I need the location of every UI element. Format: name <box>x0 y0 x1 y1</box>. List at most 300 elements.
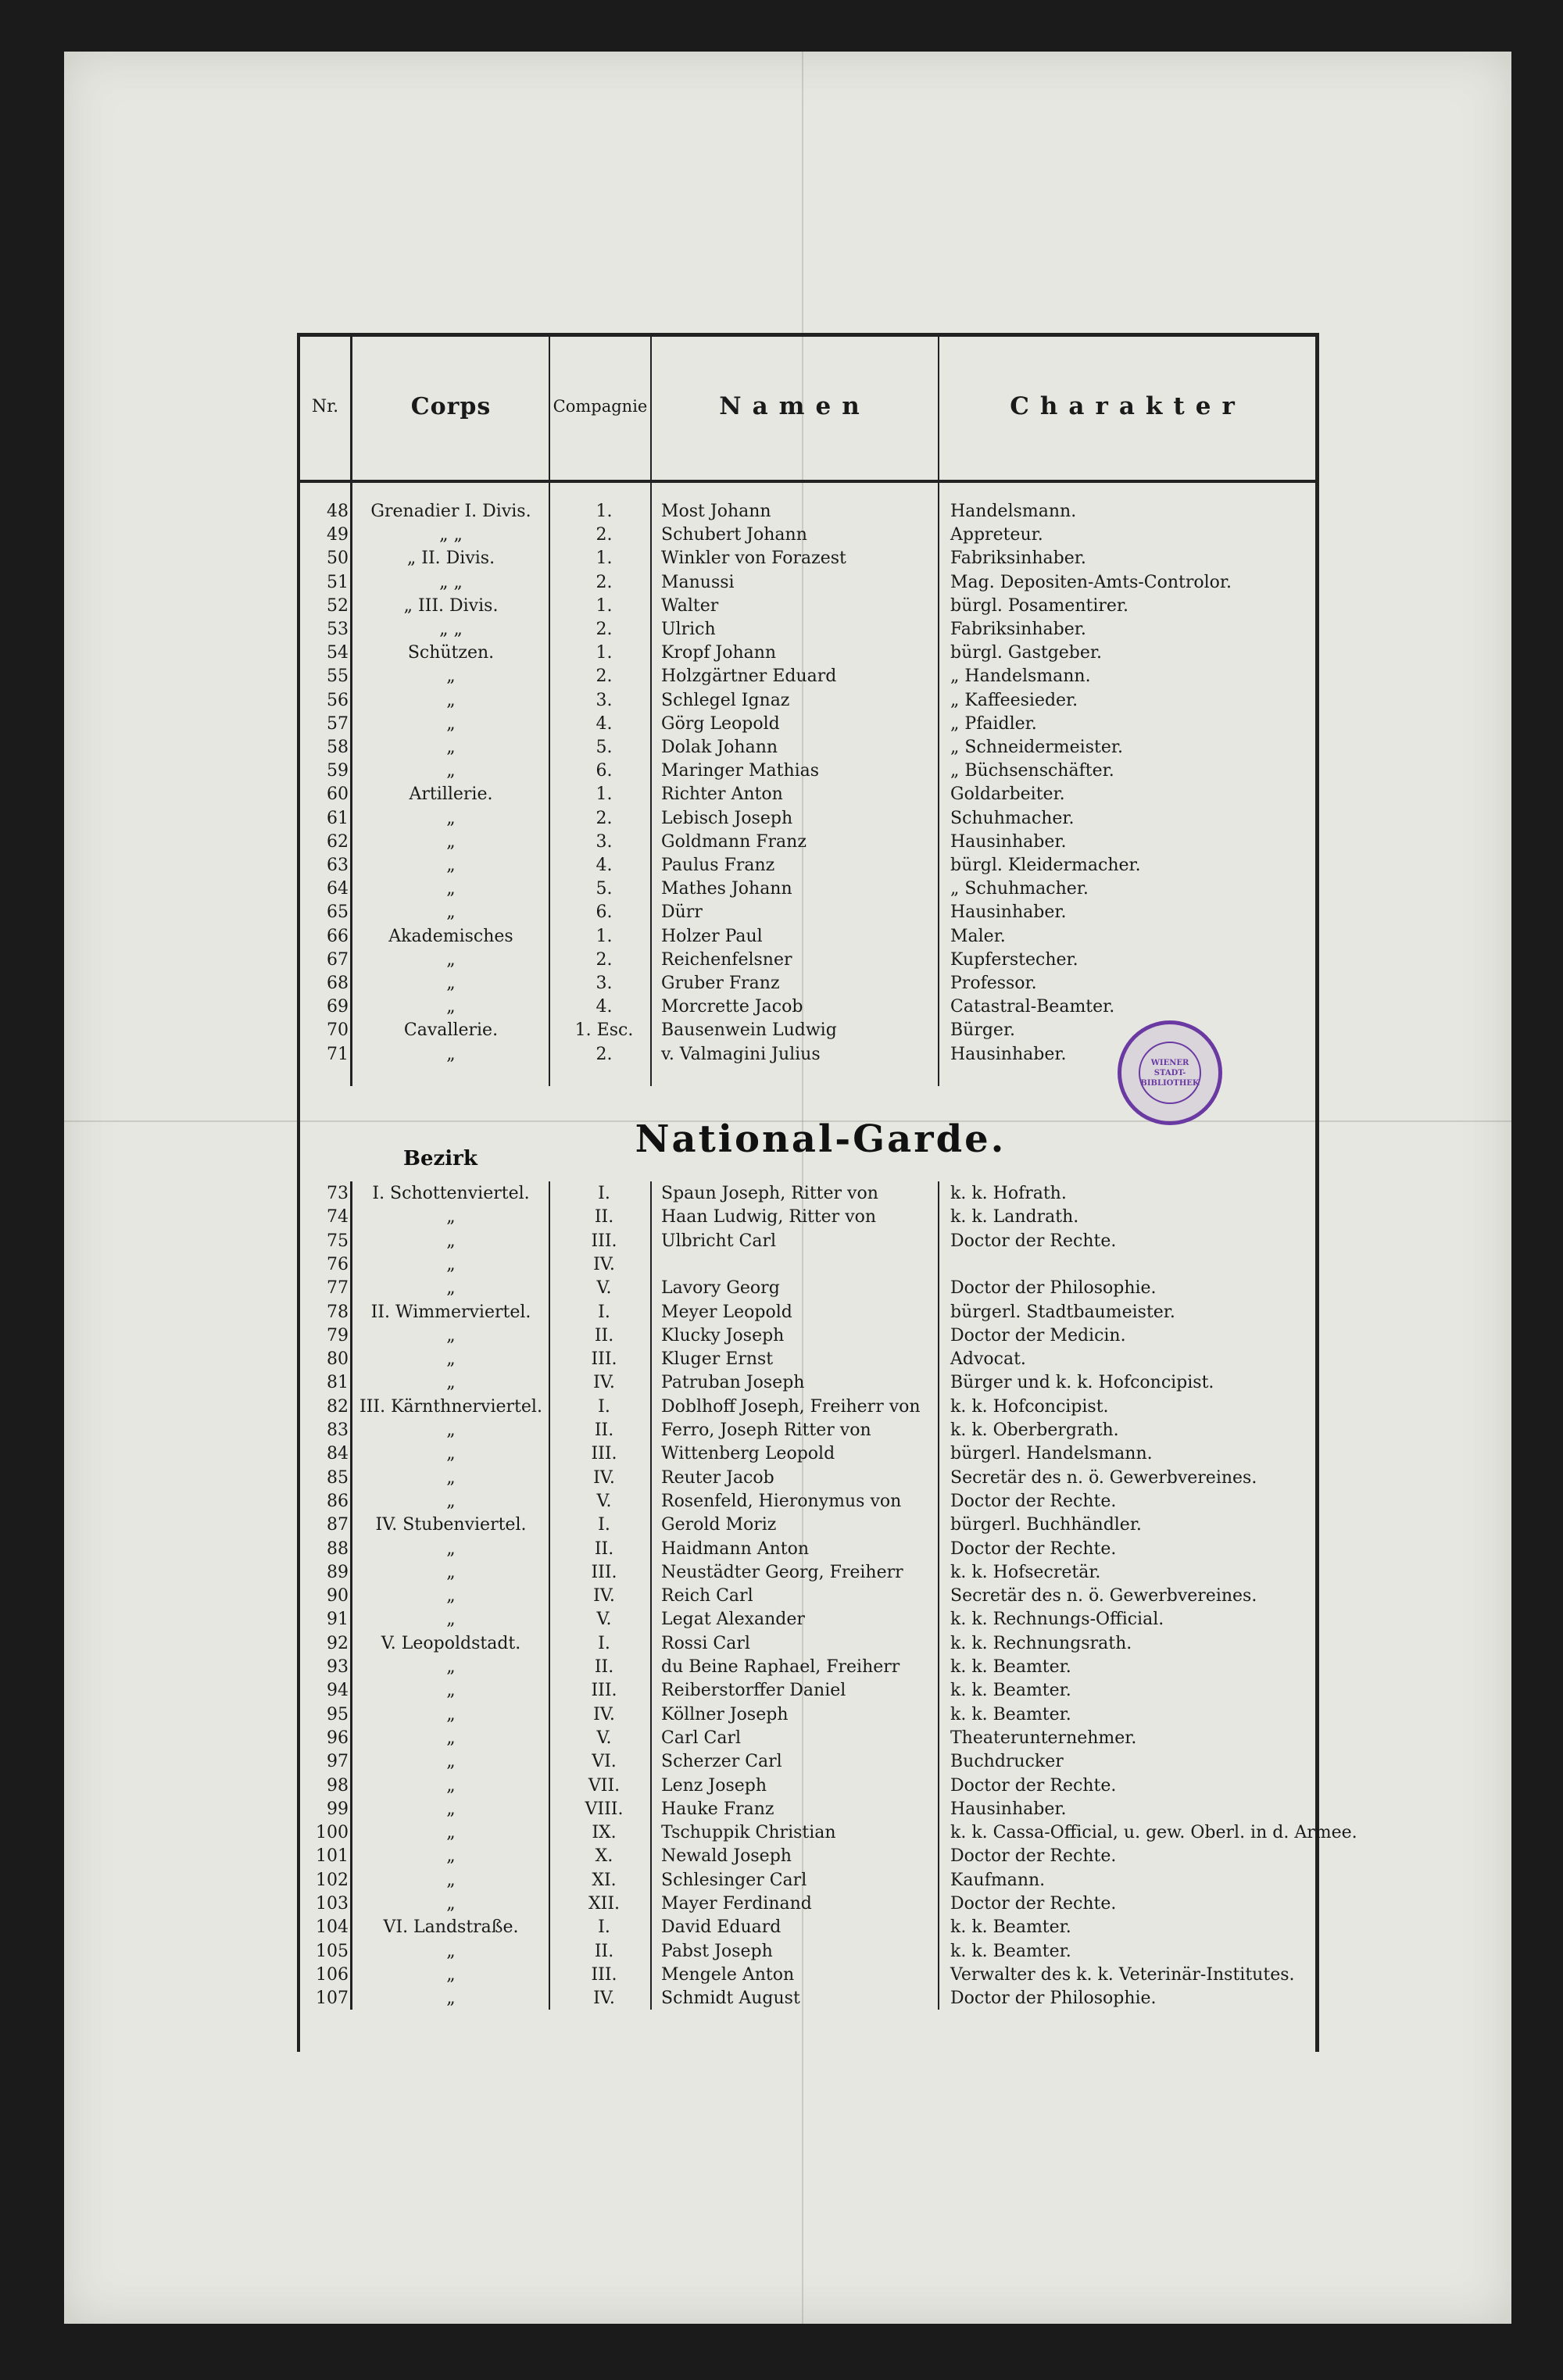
cell-compagnie: III. <box>591 1444 617 1464</box>
cell-charakter: Doctor der Rechte. <box>950 1775 1117 1796</box>
cell-charakter: „ Handelsmann. <box>950 666 1091 687</box>
cell-corps: „ <box>446 1799 456 1819</box>
cell-name: Schlesinger Carl <box>661 1870 807 1890</box>
cell-compagnie: 2. <box>596 525 613 545</box>
table-row <box>0 1916 1563 1939</box>
table-row <box>0 1585 1563 1608</box>
cell-charakter: Kupferstecher. <box>950 949 1078 970</box>
cell-name: Most Johann <box>661 502 771 521</box>
cell-charakter: k. k. Beamter. <box>950 1941 1071 1961</box>
cell-compagnie: 1. <box>596 784 613 805</box>
cell-charakter: bürgl. Gastgeber. <box>950 643 1102 663</box>
cell-charakter: bürgerl. Buchhändler. <box>950 1515 1142 1535</box>
table-row <box>0 713 1563 736</box>
cell-nr: 94 <box>327 1681 349 1701</box>
cell-charakter: k. k. Hofconcipist. <box>950 1396 1109 1417</box>
cell-nr: 54 <box>327 643 349 663</box>
cell-nr: 81 <box>327 1373 349 1393</box>
header-nr: Nr. <box>311 396 339 416</box>
cell-compagnie: III. <box>591 1231 617 1251</box>
cell-nr: 67 <box>327 949 349 970</box>
cell-name: Mengele Anton <box>661 1964 795 1985</box>
cell-name: Lavory Georg <box>661 1278 780 1299</box>
cell-corps: „ <box>446 1349 456 1370</box>
cell-charakter: Secretär des n. ö. Gewerbvereines. <box>950 1467 1257 1488</box>
cell-compagnie: 3. <box>596 974 613 993</box>
table-row <box>0 689 1563 713</box>
cell-corps: „ „ <box>439 525 463 545</box>
cell-nr: 73 <box>327 1184 349 1203</box>
cell-corps: „ <box>446 856 456 875</box>
cell-compagnie: 2. <box>596 808 613 828</box>
cell-name: du Beine Raphael, Freiherr <box>661 1657 900 1677</box>
cell-nr: 80 <box>327 1349 349 1370</box>
cell-nr: 77 <box>327 1278 349 1299</box>
cell-name: Schlegel Ignaz <box>661 690 790 710</box>
cell-compagnie: 4. <box>596 713 613 734</box>
cell-nr: 69 <box>327 997 349 1017</box>
cell-nr: 102 <box>316 1870 349 1890</box>
cell-name: Winkler von Forazest <box>661 549 846 569</box>
cell-name: Carl Carl <box>661 1728 741 1748</box>
cell-name: Holzer Paul <box>661 926 763 946</box>
table-row <box>0 1798 1563 1821</box>
cell-compagnie: XII. <box>588 1894 621 1914</box>
table-row <box>0 949 1563 972</box>
cell-charakter: Catastral-Beamter. <box>950 997 1115 1017</box>
cell-compagnie: VII. <box>588 1775 621 1796</box>
cell-corps: Cavallerie. <box>403 1020 499 1041</box>
cell-charakter: bürgl. Kleidermacher. <box>950 856 1141 875</box>
cell-nr: 105 <box>316 1941 349 1961</box>
cell-nr: 63 <box>327 856 349 875</box>
cell-name: Goldmann Franz <box>661 831 807 852</box>
cell-name: Lebisch Joseph <box>661 808 793 828</box>
cell-name: Mathes Johann <box>661 879 792 899</box>
table-row <box>0 1230 1563 1253</box>
cell-corps: „ <box>446 690 456 710</box>
cell-corps: „ <box>446 1278 456 1299</box>
cell-nr: 48 <box>327 502 349 521</box>
table-row <box>0 1206 1563 1229</box>
cell-corps: „ <box>446 1325 456 1345</box>
table-row <box>0 1869 1563 1892</box>
cell-name: Schubert Johann <box>661 525 807 545</box>
cell-charakter: Doctor der Rechte. <box>950 1491 1117 1511</box>
cell-name: Ferro, Joseph Ritter von <box>661 1420 871 1440</box>
cell-compagnie: 3. <box>596 831 613 852</box>
table-row <box>0 1561 1563 1585</box>
cell-nr: 91 <box>327 1610 349 1630</box>
cell-name: Reichenfelsner <box>661 949 792 970</box>
cell-corps: „ <box>446 1420 456 1440</box>
cell-compagnie: I. <box>598 1184 610 1203</box>
cell-nr: 58 <box>327 738 349 757</box>
cell-nr: 92 <box>327 1633 349 1653</box>
table-row <box>0 807 1563 831</box>
table-row <box>0 1632 1563 1656</box>
cell-charakter: „ Büchsenschäfter. <box>950 761 1114 781</box>
cell-charakter: k. k. Beamter. <box>950 1704 1071 1724</box>
cell-compagnie: VI. <box>592 1752 617 1772</box>
cell-corps: „ <box>446 761 456 781</box>
cell-nr: 49 <box>327 525 349 545</box>
cell-corps: „ <box>446 1491 456 1511</box>
cell-compagnie: IV. <box>593 1704 615 1724</box>
table-row <box>0 1821 1563 1845</box>
cell-corps: VI. Landstraße. <box>383 1917 519 1938</box>
cell-compagnie: IV. <box>593 1254 615 1274</box>
cell-nr: 57 <box>327 713 349 734</box>
cell-nr: 76 <box>327 1254 349 1274</box>
section-title-national-garde: National-Garde. <box>635 1117 1007 1161</box>
cell-name: Klucky Joseph <box>661 1325 785 1345</box>
cell-charakter: k. k. Rechnungs-Official. <box>950 1610 1164 1630</box>
cell-charakter: Hausinhaber. <box>950 1044 1067 1064</box>
cell-name: Manussi <box>661 572 735 592</box>
cell-corps: „ <box>446 974 456 993</box>
cell-name: Newald Joseph <box>661 1846 792 1867</box>
cell-charakter: Doctor der Medicin. <box>950 1325 1126 1345</box>
cell-nr: 62 <box>327 831 349 852</box>
cell-compagnie: 2. <box>596 1044 613 1064</box>
table-row <box>0 1324 1563 1348</box>
cell-corps: „ <box>446 1846 456 1867</box>
cell-nr: 88 <box>327 1538 349 1559</box>
cell-corps: V. Leopoldstadt. <box>381 1633 521 1653</box>
cell-name: Neustädter Georg, Freiherr <box>661 1562 903 1582</box>
cell-corps: „ <box>446 666 456 687</box>
cell-compagnie: IV. <box>593 1586 615 1606</box>
cell-corps: „ <box>446 1231 456 1251</box>
cell-corps: „ <box>446 902 456 923</box>
table-row <box>0 665 1563 688</box>
cell-corps: IV. Stubenviertel. <box>375 1515 527 1535</box>
cell-nr: 70 <box>327 1020 349 1041</box>
cell-nr: 95 <box>327 1704 349 1724</box>
cell-name: Holzgärtner Eduard <box>661 666 837 687</box>
header-namen: Namen <box>719 392 871 420</box>
cell-name: Bausenwein Ludwig <box>661 1020 837 1041</box>
cell-corps: „ <box>446 1444 456 1464</box>
table-row <box>0 1019 1563 1042</box>
cell-corps: „ <box>446 713 456 734</box>
cell-compagnie: 1. <box>596 502 613 521</box>
cell-charakter: „ Kaffeesieder. <box>950 690 1078 710</box>
cell-charakter: Doctor der Rechte. <box>950 1231 1117 1251</box>
cell-compagnie: II. <box>594 1538 614 1559</box>
cell-compagnie: 2. <box>596 620 613 639</box>
cell-name: Köllner Joseph <box>661 1704 789 1724</box>
cell-corps: „ <box>446 1207 456 1228</box>
cell-name: Morcrette Jacob <box>661 997 803 1017</box>
cell-nr: 85 <box>327 1467 349 1488</box>
cell-charakter: Fabriksinhaber. <box>950 549 1086 569</box>
cell-name: Meyer Leopold <box>661 1302 792 1322</box>
cell-corps: „ <box>446 1610 456 1630</box>
table-row <box>0 1395 1563 1419</box>
cell-charakter: Doctor der Rechte. <box>950 1538 1117 1559</box>
cell-charakter: Kaufmann. <box>950 1870 1046 1890</box>
cell-charakter: „ Schuhmacher. <box>950 879 1089 899</box>
table-row <box>0 641 1563 665</box>
cell-corps: „ <box>446 1373 456 1393</box>
table-row <box>0 595 1563 618</box>
cell-charakter: bürgerl. Handelsmann. <box>950 1444 1153 1464</box>
cell-compagnie: 6. <box>596 761 613 781</box>
cell-name: Hauke Franz <box>661 1799 774 1819</box>
cell-compagnie: I. <box>598 1515 610 1535</box>
cell-nr: 55 <box>327 666 349 687</box>
cell-name: Patruban Joseph <box>661 1373 805 1393</box>
cell-compagnie: II. <box>594 1325 614 1345</box>
table-row <box>0 1442 1563 1466</box>
cell-compagnie: V. <box>596 1728 612 1748</box>
cell-corps: „ <box>446 1752 456 1772</box>
table-row <box>0 1513 1563 1537</box>
cell-nr: 89 <box>327 1562 349 1582</box>
cell-nr: 104 <box>316 1917 349 1938</box>
cell-name: Ulbricht Carl <box>661 1231 777 1251</box>
cell-compagnie: II. <box>594 1207 614 1228</box>
table-border-header-bottom <box>297 480 1319 483</box>
cell-compagnie: 2. <box>596 572 613 592</box>
library-stamp-inner: WIENER STADT-BIBLIOTHEK <box>1139 1042 1201 1104</box>
cell-charakter: Doctor der Rechte. <box>950 1846 1117 1867</box>
column-label-bezirk: Bezirk <box>403 1147 477 1170</box>
cell-compagnie: I. <box>598 1917 610 1938</box>
cell-compagnie: 6. <box>596 902 613 923</box>
table-row <box>0 1371 1563 1395</box>
cell-compagnie: 5. <box>596 879 613 899</box>
cell-charakter: Doctor der Rechte. <box>950 1894 1117 1914</box>
table-row <box>0 831 1563 854</box>
cell-nr: 68 <box>327 974 349 993</box>
cell-name: Haan Ludwig, Ritter von <box>661 1207 877 1228</box>
cell-name: Rosenfeld, Hieronymus von <box>661 1491 902 1511</box>
table-row <box>0 877 1563 901</box>
cell-name: Wittenberg Leopold <box>661 1444 835 1464</box>
cell-corps: „ <box>446 1894 456 1914</box>
table-row <box>0 972 1563 995</box>
cell-nr: 96 <box>327 1728 349 1748</box>
cell-nr: 50 <box>327 549 349 569</box>
cell-charakter: Bürger. <box>950 1020 1016 1041</box>
cell-name: Gerold Moriz <box>661 1515 777 1535</box>
cell-corps: „ <box>446 1254 456 1274</box>
cell-charakter: Appreteur. <box>950 525 1043 545</box>
cell-charakter: „ Schneidermeister. <box>950 738 1123 757</box>
cell-charakter: Professor. <box>950 974 1037 993</box>
cell-charakter: k. k. Beamter. <box>950 1657 1071 1677</box>
table-row <box>0 1987 1563 2010</box>
cell-corps: II. Wimmerviertel. <box>370 1302 531 1322</box>
cell-nr: 79 <box>327 1325 349 1345</box>
header-charakter: Charakter <box>1010 392 1246 420</box>
cell-compagnie: 3. <box>596 690 613 710</box>
cell-nr: 97 <box>327 1752 349 1772</box>
cell-name: Maringer Mathias <box>661 761 820 781</box>
cell-corps: „ <box>446 831 456 852</box>
cell-corps: „ <box>446 1467 456 1488</box>
cell-name: Rossi Carl <box>661 1633 750 1653</box>
table-row <box>0 1750 1563 1774</box>
cell-nr: 66 <box>327 926 349 946</box>
cell-corps: Artillerie. <box>409 784 493 805</box>
cell-compagnie: X. <box>595 1846 613 1867</box>
table-row <box>0 1419 1563 1442</box>
cell-corps: „ <box>446 1681 456 1701</box>
cell-charakter: k. k. Rechnungsrath. <box>950 1633 1132 1653</box>
cell-nr: 98 <box>327 1775 349 1796</box>
cell-compagnie: 2. <box>596 949 613 970</box>
table-row <box>0 547 1563 570</box>
cell-charakter: k. k. Beamter. <box>950 1917 1071 1938</box>
cell-name: Reich Carl <box>661 1586 753 1606</box>
cell-name: David Eduard <box>661 1917 782 1938</box>
cell-corps: Akademisches <box>388 926 513 946</box>
cell-name: Dolak Johann <box>661 738 778 757</box>
cell-charakter: Mag. Depositen-Amts-Controlor. <box>950 572 1232 592</box>
cell-charakter: Doctor der Philosophie. <box>950 1989 1157 2009</box>
cell-compagnie: 1. Esc. <box>574 1020 634 1041</box>
table-row <box>0 500 1563 524</box>
table-row <box>0 783 1563 806</box>
cell-nr: 53 <box>327 620 349 639</box>
cell-charakter: Schuhmacher. <box>950 808 1075 828</box>
cell-charakter: Handelsmann. <box>950 502 1077 521</box>
cell-compagnie: I. <box>598 1396 610 1417</box>
cell-compagnie: 4. <box>596 997 613 1017</box>
cell-compagnie: II. <box>594 1657 614 1677</box>
cell-charakter: Goldarbeiter. <box>950 784 1065 805</box>
cell-name: Reiberstorffer Daniel <box>661 1681 846 1701</box>
cell-corps: „ <box>446 1989 456 2009</box>
table-row <box>0 1656 1563 1679</box>
cell-nr: 87 <box>327 1515 349 1535</box>
cell-corps: „ „ <box>439 572 463 592</box>
cell-corps: Grenadier I. Divis. <box>370 502 531 521</box>
table-row <box>0 524 1563 547</box>
cell-compagnie: 1. <box>596 549 613 569</box>
cell-nr: 65 <box>327 902 349 923</box>
cell-corps: „ <box>446 879 456 899</box>
cell-nr: 51 <box>327 572 349 592</box>
cell-corps: „ <box>446 1870 456 1890</box>
table-row <box>0 995 1563 1019</box>
cell-compagnie: I. <box>598 1633 610 1653</box>
cell-charakter: k. k. Oberbergrath. <box>950 1420 1119 1440</box>
cell-corps: „ <box>446 738 456 757</box>
cell-charakter: Hausinhaber. <box>950 1799 1067 1819</box>
cell-nr: 56 <box>327 690 349 710</box>
table-row <box>0 925 1563 949</box>
table-row <box>0 1940 1563 1964</box>
cell-compagnie: XI. <box>592 1870 617 1890</box>
table-row <box>0 1301 1563 1324</box>
cell-compagnie: I. <box>598 1302 610 1322</box>
cell-charakter: k. k. Beamter. <box>950 1681 1071 1701</box>
table-row <box>0 1277 1563 1300</box>
table-row <box>0 1467 1563 1490</box>
cell-compagnie: VIII. <box>585 1799 624 1819</box>
cell-name: Mayer Ferdinand <box>661 1894 812 1914</box>
table-row <box>0 1348 1563 1371</box>
cell-name: Reuter Jacob <box>661 1467 774 1488</box>
cell-nr: 82 <box>327 1396 349 1417</box>
cell-charakter: bürgl. Posamentirer. <box>950 595 1128 616</box>
cell-charakter: Fabriksinhaber. <box>950 620 1086 639</box>
cell-name: v. Valmagini Julius <box>661 1044 821 1064</box>
cell-compagnie: 1. <box>596 643 613 663</box>
cell-name: Paulus Franz <box>661 856 775 875</box>
cell-compagnie: II. <box>594 1420 614 1440</box>
cell-charakter: k. k. Cassa-Official, u. gew. Oberl. in d. Armee. <box>950 1823 1357 1843</box>
cell-compagnie: IV. <box>593 1373 615 1393</box>
cell-corps: „ <box>446 1562 456 1582</box>
cell-nr: 60 <box>327 784 349 805</box>
cell-corps: „ <box>446 1704 456 1724</box>
cell-name: Ulrich <box>661 620 716 639</box>
cell-compagnie: V. <box>596 1491 612 1511</box>
cell-name: Walter <box>661 595 719 616</box>
cell-nr: 78 <box>327 1302 349 1322</box>
cell-compagnie: II. <box>594 1941 614 1961</box>
cell-compagnie: 5. <box>596 738 613 757</box>
cell-compagnie: 4. <box>596 856 613 875</box>
library-stamp <box>1118 1020 1222 1125</box>
table-row <box>0 618 1563 641</box>
cell-compagnie: 1. <box>596 595 613 616</box>
cell-name: Gruber Franz <box>661 974 780 993</box>
table-row <box>0 1727 1563 1750</box>
cell-nr: 103 <box>316 1894 349 1914</box>
cell-charakter: Buchdrucker <box>950 1752 1064 1772</box>
cell-name: Haidmann Anton <box>661 1538 810 1559</box>
cell-nr: 74 <box>327 1207 349 1228</box>
table-row <box>0 1964 1563 1987</box>
cell-nr: 90 <box>327 1586 349 1606</box>
cell-name: Pabst Joseph <box>661 1941 773 1961</box>
cell-corps: „ <box>446 1964 456 1985</box>
cell-nr: 75 <box>327 1231 349 1251</box>
cell-name: Lenz Joseph <box>661 1775 767 1796</box>
cell-corps: „ II. Divis. <box>406 549 495 569</box>
cell-name: Görg Leopold <box>661 713 780 734</box>
cell-corps: „ <box>446 1044 456 1064</box>
cell-corps: III. Kärnthnerviertel. <box>359 1396 542 1417</box>
header-corps: Corps <box>410 392 492 420</box>
cell-corps: „ <box>446 1657 456 1677</box>
cell-nr: 59 <box>327 761 349 781</box>
cell-name: Dürr <box>661 902 703 923</box>
cell-corps: „ <box>446 1775 456 1796</box>
cell-corps: „ <box>446 1586 456 1606</box>
cell-corps: „ <box>446 949 456 970</box>
cell-compagnie: IV. <box>593 1467 615 1488</box>
cell-corps: Schützen. <box>407 643 495 663</box>
cell-compagnie: V. <box>596 1610 612 1630</box>
table-row <box>0 1608 1563 1631</box>
cell-charakter: Advocat. <box>950 1349 1026 1370</box>
cell-nr: 61 <box>327 808 349 828</box>
cell-compagnie: III. <box>591 1964 617 1985</box>
cell-nr: 99 <box>327 1799 349 1819</box>
cell-corps: „ <box>446 1728 456 1748</box>
cell-compagnie: 1. <box>596 926 613 946</box>
table-row <box>0 736 1563 759</box>
cell-compagnie: IV. <box>593 1989 615 2009</box>
